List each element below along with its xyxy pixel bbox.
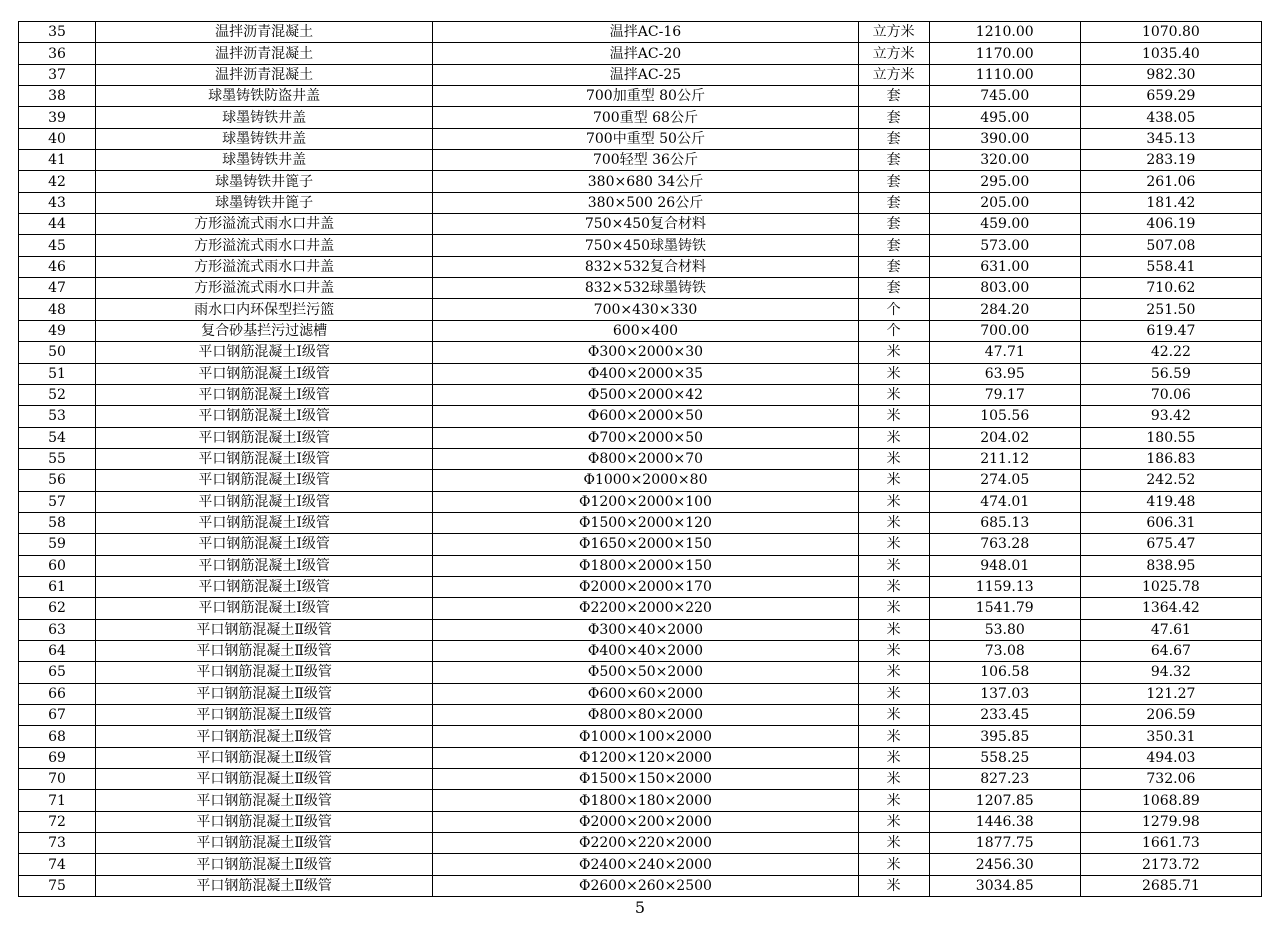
row-index-cell: 65 (19, 662, 96, 683)
row-index-cell: 60 (19, 555, 96, 576)
unit-cell: 米 (858, 427, 929, 448)
price-without-tax-cell: 1068.89 (1080, 790, 1261, 811)
table-row (19, 747, 1262, 768)
material-name-cell: 雨水口内环保型拦污篮 (96, 299, 433, 320)
table-row (19, 491, 1262, 512)
material-name-cell: 球墨铸铁防盗井盖 (96, 86, 433, 107)
material-name-cell: 平口钢筋混凝土Ⅱ级管 (96, 769, 433, 790)
row-index-cell: 71 (19, 790, 96, 811)
material-name-cell: 平口钢筋混凝土Ⅱ级管 (96, 790, 433, 811)
specification-cell: Φ1000×2000×80 (433, 470, 858, 491)
price-with-tax-cell: 459.00 (929, 214, 1080, 235)
specification-cell: Φ1500×150×2000 (433, 769, 858, 790)
price-with-tax-cell: 73.08 (929, 640, 1080, 661)
table-row (19, 512, 1262, 533)
price-without-tax-cell: 345.13 (1080, 128, 1261, 149)
specification-cell: Φ500×50×2000 (433, 662, 858, 683)
table-row (19, 278, 1262, 299)
specification-cell: Φ800×2000×70 (433, 448, 858, 469)
specification-cell: Φ2200×220×2000 (433, 833, 858, 854)
row-index-cell: 66 (19, 683, 96, 704)
specification-cell: Φ1500×2000×120 (433, 512, 858, 533)
price-without-tax-cell: 186.83 (1080, 448, 1261, 469)
row-index-cell: 69 (19, 747, 96, 768)
table-row (19, 854, 1262, 875)
table-row (19, 619, 1262, 640)
price-with-tax-cell: 1159.13 (929, 576, 1080, 597)
material-name-cell: 平口钢筋混凝土Ⅰ级管 (96, 555, 433, 576)
row-index-cell: 38 (19, 86, 96, 107)
specification-cell: 温拌AC-16 (433, 22, 858, 43)
row-index-cell: 57 (19, 491, 96, 512)
unit-cell: 个 (858, 299, 929, 320)
specification-cell: 700中重型 50公斤 (433, 128, 858, 149)
table-row (19, 833, 1262, 854)
specification-cell: 380×680 34公斤 (433, 171, 858, 192)
specification-cell: Φ600×60×2000 (433, 683, 858, 704)
specification-cell: 温拌AC-25 (433, 64, 858, 85)
price-without-tax-cell: 64.67 (1080, 640, 1261, 661)
unit-cell: 个 (858, 320, 929, 341)
material-name-cell: 平口钢筋混凝土Ⅰ级管 (96, 576, 433, 597)
specification-cell: Φ2400×240×2000 (433, 854, 858, 875)
price-without-tax-cell: 982.30 (1080, 64, 1261, 85)
row-index-cell: 70 (19, 769, 96, 790)
table-row (19, 534, 1262, 555)
table-row (19, 406, 1262, 427)
page-number: 5 (634, 898, 646, 917)
material-name-cell: 平口钢筋混凝土Ⅱ级管 (96, 833, 433, 854)
row-index-cell: 54 (19, 427, 96, 448)
row-index-cell: 75 (19, 875, 96, 896)
specification-cell: 温拌AC-20 (433, 43, 858, 64)
table-row (19, 790, 1262, 811)
price-table (18, 21, 1262, 897)
material-name-cell: 方形溢流式雨水口井盖 (96, 214, 433, 235)
table-row (19, 427, 1262, 448)
row-index-cell: 56 (19, 470, 96, 491)
table-row (19, 320, 1262, 341)
price-with-tax-cell: 137.03 (929, 683, 1080, 704)
material-name-cell: 平口钢筋混凝土Ⅱ级管 (96, 640, 433, 661)
specification-cell: Φ1650×2000×150 (433, 534, 858, 555)
unit-cell: 米 (858, 662, 929, 683)
unit-cell: 米 (858, 683, 929, 704)
specification-cell: Φ2000×2000×170 (433, 576, 858, 597)
price-without-tax-cell: 350.31 (1080, 726, 1261, 747)
table-body (19, 22, 1262, 897)
table-row (19, 726, 1262, 747)
material-name-cell: 平口钢筋混凝土Ⅰ级管 (96, 342, 433, 363)
price-without-tax-cell: 1364.42 (1080, 598, 1261, 619)
row-index-cell: 67 (19, 705, 96, 726)
table-row (19, 448, 1262, 469)
unit-cell: 米 (858, 747, 929, 768)
specification-cell: 750×450球墨铸铁 (433, 235, 858, 256)
material-name-cell: 平口钢筋混凝土Ⅰ级管 (96, 406, 433, 427)
table-row (19, 363, 1262, 384)
table-row (19, 640, 1262, 661)
price-with-tax-cell: 827.23 (929, 769, 1080, 790)
specification-cell: Φ700×2000×50 (433, 427, 858, 448)
specification-cell: 700重型 68公斤 (433, 107, 858, 128)
price-with-tax-cell: 233.45 (929, 705, 1080, 726)
price-with-tax-cell: 395.85 (929, 726, 1080, 747)
price-with-tax-cell: 204.02 (929, 427, 1080, 448)
unit-cell: 立方米 (858, 64, 929, 85)
material-name-cell: 平口钢筋混凝土Ⅱ级管 (96, 747, 433, 768)
unit-cell: 米 (858, 448, 929, 469)
unit-cell: 米 (858, 769, 929, 790)
price-with-tax-cell: 47.71 (929, 342, 1080, 363)
price-without-tax-cell: 406.19 (1080, 214, 1261, 235)
price-with-tax-cell: 3034.85 (929, 875, 1080, 896)
table-row (19, 875, 1262, 896)
table-row (19, 705, 1262, 726)
material-name-cell: 方形溢流式雨水口井盖 (96, 235, 433, 256)
row-index-cell: 47 (19, 278, 96, 299)
price-with-tax-cell: 1170.00 (929, 43, 1080, 64)
price-without-tax-cell: 94.32 (1080, 662, 1261, 683)
unit-cell: 米 (858, 534, 929, 555)
table-row (19, 769, 1262, 790)
unit-cell: 套 (858, 128, 929, 149)
price-with-tax-cell: 106.58 (929, 662, 1080, 683)
table-row (19, 107, 1262, 128)
price-without-tax-cell: 606.31 (1080, 512, 1261, 533)
unit-cell: 米 (858, 384, 929, 405)
table-row (19, 43, 1262, 64)
price-with-tax-cell: 948.01 (929, 555, 1080, 576)
row-index-cell: 61 (19, 576, 96, 597)
price-without-tax-cell: 1025.78 (1080, 576, 1261, 597)
unit-cell: 套 (858, 150, 929, 171)
specification-cell: Φ1200×2000×100 (433, 491, 858, 512)
unit-cell: 套 (858, 214, 929, 235)
specification-cell: 700×430×330 (433, 299, 858, 320)
material-name-cell: 方形溢流式雨水口井盖 (96, 278, 433, 299)
row-index-cell: 64 (19, 640, 96, 661)
price-with-tax-cell: 63.95 (929, 363, 1080, 384)
table-row (19, 299, 1262, 320)
row-index-cell: 49 (19, 320, 96, 341)
price-without-tax-cell: 121.27 (1080, 683, 1261, 704)
price-without-tax-cell: 732.06 (1080, 769, 1261, 790)
material-name-cell: 平口钢筋混凝土Ⅱ级管 (96, 875, 433, 896)
material-name-cell: 平口钢筋混凝土Ⅰ级管 (96, 427, 433, 448)
price-with-tax-cell: 1446.38 (929, 811, 1080, 832)
row-index-cell: 55 (19, 448, 96, 469)
material-name-cell: 温拌沥青混凝土 (96, 64, 433, 85)
specification-cell: 832×532球墨铸铁 (433, 278, 858, 299)
price-with-tax-cell: 1541.79 (929, 598, 1080, 619)
material-name-cell: 平口钢筋混凝土Ⅱ级管 (96, 683, 433, 704)
unit-cell: 米 (858, 555, 929, 576)
price-without-tax-cell: 619.47 (1080, 320, 1261, 341)
table-row (19, 256, 1262, 277)
price-without-tax-cell: 659.29 (1080, 86, 1261, 107)
price-without-tax-cell: 180.55 (1080, 427, 1261, 448)
row-index-cell: 62 (19, 598, 96, 619)
table-row (19, 662, 1262, 683)
material-name-cell: 球墨铸铁井盖 (96, 107, 433, 128)
specification-cell: Φ2200×2000×220 (433, 598, 858, 619)
price-without-tax-cell: 242.52 (1080, 470, 1261, 491)
specification-cell: Φ300×40×2000 (433, 619, 858, 640)
table-row (19, 683, 1262, 704)
unit-cell: 套 (858, 171, 929, 192)
table-row (19, 22, 1262, 43)
table-row (19, 150, 1262, 171)
price-without-tax-cell: 1035.40 (1080, 43, 1261, 64)
unit-cell: 米 (858, 470, 929, 491)
unit-cell: 立方米 (858, 22, 929, 43)
unit-cell: 米 (858, 811, 929, 832)
price-with-tax-cell: 1877.75 (929, 833, 1080, 854)
specification-cell: 832×532复合材料 (433, 256, 858, 277)
row-index-cell: 74 (19, 854, 96, 875)
unit-cell: 米 (858, 875, 929, 896)
table-row (19, 576, 1262, 597)
price-with-tax-cell: 105.56 (929, 406, 1080, 427)
table-row (19, 235, 1262, 256)
material-name-cell: 温拌沥青混凝土 (96, 22, 433, 43)
material-name-cell: 球墨铸铁井盖 (96, 128, 433, 149)
price-without-tax-cell: 261.06 (1080, 171, 1261, 192)
unit-cell: 套 (858, 86, 929, 107)
row-index-cell: 35 (19, 22, 96, 43)
table-row (19, 86, 1262, 107)
material-name-cell: 平口钢筋混凝土Ⅰ级管 (96, 598, 433, 619)
table-row (19, 192, 1262, 213)
material-name-cell: 球墨铸铁井篦子 (96, 171, 433, 192)
material-name-cell: 平口钢筋混凝土Ⅱ级管 (96, 854, 433, 875)
specification-cell: Φ1000×100×2000 (433, 726, 858, 747)
price-without-tax-cell: 2173.72 (1080, 854, 1261, 875)
row-index-cell: 51 (19, 363, 96, 384)
price-without-tax-cell: 181.42 (1080, 192, 1261, 213)
material-name-cell: 复合砂基拦污过滤槽 (96, 320, 433, 341)
unit-cell: 米 (858, 576, 929, 597)
price-without-tax-cell: 710.62 (1080, 278, 1261, 299)
price-with-tax-cell: 763.28 (929, 534, 1080, 555)
material-name-cell: 平口钢筋混凝土Ⅱ级管 (96, 662, 433, 683)
unit-cell: 米 (858, 598, 929, 619)
material-name-cell: 方形溢流式雨水口井盖 (96, 256, 433, 277)
table-row (19, 171, 1262, 192)
unit-cell: 米 (858, 854, 929, 875)
specification-cell: Φ1200×120×2000 (433, 747, 858, 768)
price-with-tax-cell: 573.00 (929, 235, 1080, 256)
price-without-tax-cell: 47.61 (1080, 619, 1261, 640)
unit-cell: 米 (858, 491, 929, 512)
unit-cell: 套 (858, 235, 929, 256)
table-row (19, 342, 1262, 363)
specification-cell: Φ400×40×2000 (433, 640, 858, 661)
table-row (19, 214, 1262, 235)
material-name-cell: 平口钢筋混凝土Ⅱ级管 (96, 726, 433, 747)
price-with-tax-cell: 2456.30 (929, 854, 1080, 875)
unit-cell: 米 (858, 790, 929, 811)
price-with-tax-cell: 53.80 (929, 619, 1080, 640)
price-without-tax-cell: 494.03 (1080, 747, 1261, 768)
price-without-tax-cell: 1279.98 (1080, 811, 1261, 832)
price-without-tax-cell: 438.05 (1080, 107, 1261, 128)
specification-cell: 600×400 (433, 320, 858, 341)
price-with-tax-cell: 274.05 (929, 470, 1080, 491)
row-index-cell: 46 (19, 256, 96, 277)
unit-cell: 套 (858, 107, 929, 128)
specification-cell: Φ2000×200×2000 (433, 811, 858, 832)
table-row (19, 555, 1262, 576)
row-index-cell: 41 (19, 150, 96, 171)
row-index-cell: 59 (19, 534, 96, 555)
price-without-tax-cell: 206.59 (1080, 705, 1261, 726)
price-with-tax-cell: 1110.00 (929, 64, 1080, 85)
price-without-tax-cell: 251.50 (1080, 299, 1261, 320)
row-index-cell: 48 (19, 299, 96, 320)
price-with-tax-cell: 1207.85 (929, 790, 1080, 811)
material-name-cell: 平口钢筋混凝土Ⅰ级管 (96, 384, 433, 405)
row-index-cell: 40 (19, 128, 96, 149)
unit-cell: 米 (858, 512, 929, 533)
price-without-tax-cell: 1070.80 (1080, 22, 1261, 43)
price-with-tax-cell: 79.17 (929, 384, 1080, 405)
table-row (19, 64, 1262, 85)
unit-cell: 米 (858, 363, 929, 384)
specification-cell: Φ600×2000×50 (433, 406, 858, 427)
price-with-tax-cell: 495.00 (929, 107, 1080, 128)
row-index-cell: 37 (19, 64, 96, 85)
unit-cell: 套 (858, 278, 929, 299)
specification-cell: Φ1800×180×2000 (433, 790, 858, 811)
unit-cell: 套 (858, 256, 929, 277)
price-with-tax-cell: 700.00 (929, 320, 1080, 341)
price-with-tax-cell: 745.00 (929, 86, 1080, 107)
material-name-cell: 平口钢筋混凝土Ⅱ级管 (96, 811, 433, 832)
price-with-tax-cell: 295.00 (929, 171, 1080, 192)
material-name-cell: 平口钢筋混凝土Ⅱ级管 (96, 619, 433, 640)
material-name-cell: 球墨铸铁井篦子 (96, 192, 433, 213)
specification-cell: Φ500×2000×42 (433, 384, 858, 405)
unit-cell: 米 (858, 705, 929, 726)
specification-cell: Φ300×2000×30 (433, 342, 858, 363)
price-with-tax-cell: 631.00 (929, 256, 1080, 277)
price-without-tax-cell: 558.41 (1080, 256, 1261, 277)
row-index-cell: 36 (19, 43, 96, 64)
row-index-cell: 42 (19, 171, 96, 192)
table-row (19, 128, 1262, 149)
material-name-cell: 平口钢筋混凝土Ⅱ级管 (96, 705, 433, 726)
specification-cell: 700轻型 36公斤 (433, 150, 858, 171)
price-with-tax-cell: 211.12 (929, 448, 1080, 469)
material-name-cell: 平口钢筋混凝土Ⅰ级管 (96, 448, 433, 469)
table-row (19, 470, 1262, 491)
row-index-cell: 44 (19, 214, 96, 235)
specification-cell: Φ2600×260×2500 (433, 875, 858, 896)
material-name-cell: 平口钢筋混凝土Ⅰ级管 (96, 534, 433, 555)
unit-cell: 立方米 (858, 43, 929, 64)
row-index-cell: 43 (19, 192, 96, 213)
row-index-cell: 68 (19, 726, 96, 747)
row-index-cell: 52 (19, 384, 96, 405)
material-name-cell: 温拌沥青混凝土 (96, 43, 433, 64)
table-row (19, 598, 1262, 619)
table-row (19, 384, 1262, 405)
row-index-cell: 39 (19, 107, 96, 128)
table-row (19, 811, 1262, 832)
unit-cell: 米 (858, 342, 929, 363)
price-without-tax-cell: 56.59 (1080, 363, 1261, 384)
price-with-tax-cell: 205.00 (929, 192, 1080, 213)
specification-cell: Φ400×2000×35 (433, 363, 858, 384)
unit-cell: 套 (858, 192, 929, 213)
material-name-cell: 平口钢筋混凝土Ⅰ级管 (96, 470, 433, 491)
specification-cell: Φ1800×2000×150 (433, 555, 858, 576)
price-without-tax-cell: 419.48 (1080, 491, 1261, 512)
price-without-tax-cell: 93.42 (1080, 406, 1261, 427)
price-with-tax-cell: 558.25 (929, 747, 1080, 768)
price-without-tax-cell: 507.08 (1080, 235, 1261, 256)
price-with-tax-cell: 474.01 (929, 491, 1080, 512)
row-index-cell: 50 (19, 342, 96, 363)
price-with-tax-cell: 685.13 (929, 512, 1080, 533)
price-without-tax-cell: 283.19 (1080, 150, 1261, 171)
price-without-tax-cell: 675.47 (1080, 534, 1261, 555)
row-index-cell: 58 (19, 512, 96, 533)
price-without-tax-cell: 2685.71 (1080, 875, 1261, 896)
row-index-cell: 53 (19, 406, 96, 427)
unit-cell: 米 (858, 619, 929, 640)
price-with-tax-cell: 803.00 (929, 278, 1080, 299)
material-name-cell: 平口钢筋混凝土Ⅰ级管 (96, 363, 433, 384)
price-with-tax-cell: 284.20 (929, 299, 1080, 320)
specification-cell: 700加重型 80公斤 (433, 86, 858, 107)
material-name-cell: 平口钢筋混凝土Ⅰ级管 (96, 512, 433, 533)
price-with-tax-cell: 320.00 (929, 150, 1080, 171)
unit-cell: 米 (858, 833, 929, 854)
price-without-tax-cell: 1661.73 (1080, 833, 1261, 854)
price-without-tax-cell: 838.95 (1080, 555, 1261, 576)
price-with-tax-cell: 1210.00 (929, 22, 1080, 43)
price-without-tax-cell: 42.22 (1080, 342, 1261, 363)
specification-cell: 750×450复合材料 (433, 214, 858, 235)
unit-cell: 米 (858, 640, 929, 661)
unit-cell: 米 (858, 406, 929, 427)
specification-cell: Φ800×80×2000 (433, 705, 858, 726)
specification-cell: 380×500 26公斤 (433, 192, 858, 213)
unit-cell: 米 (858, 726, 929, 747)
price-with-tax-cell: 390.00 (929, 128, 1080, 149)
row-index-cell: 63 (19, 619, 96, 640)
row-index-cell: 73 (19, 833, 96, 854)
price-without-tax-cell: 70.06 (1080, 384, 1261, 405)
row-index-cell: 45 (19, 235, 96, 256)
material-name-cell: 球墨铸铁井盖 (96, 150, 433, 171)
material-name-cell: 平口钢筋混凝土Ⅰ级管 (96, 491, 433, 512)
row-index-cell: 72 (19, 811, 96, 832)
